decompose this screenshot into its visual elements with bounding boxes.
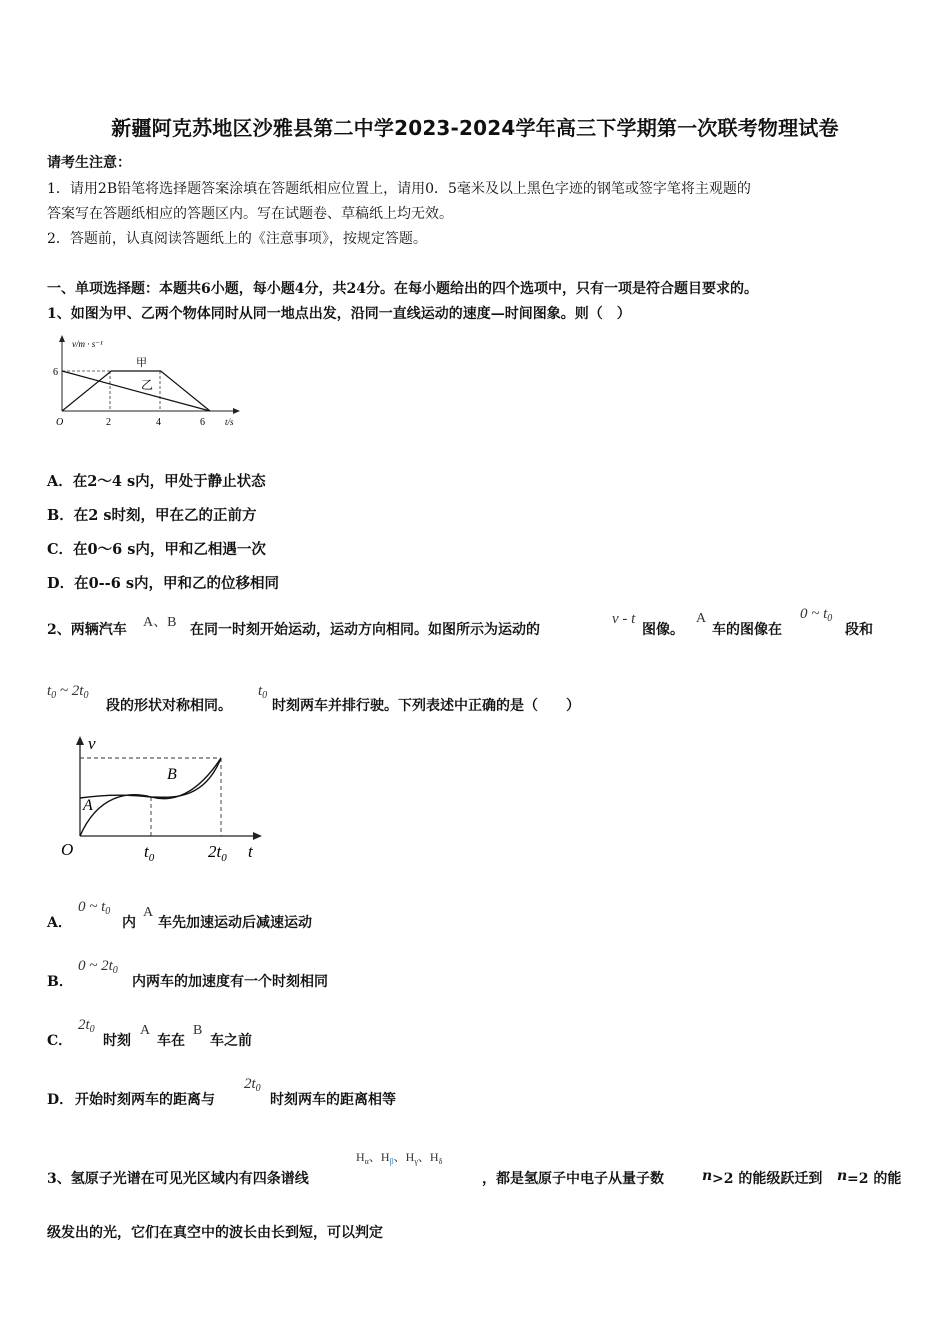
notice-heading: 请考生注意： [47,155,131,171]
q2-tick-t0: $t_0$ [144,842,155,864]
q2-option-a-math: 0 ~ $t_0$ [78,899,111,917]
q1-xtick-6: 6 [200,417,205,428]
q2-math-range2: $t_0$ ~ $2t_0$ [47,683,89,701]
q2-stem-part2: 在同一时刻开始运动，运动方向相同。如图所示为运动的 [190,622,540,638]
q1-xlabel: t/s [225,417,234,427]
q2-option-a-label: A． [47,915,72,931]
q1-xtick-2: 2 [106,417,111,428]
q2-math-ab: A、B [143,615,177,630]
q3-spectral-lines: $H_\alpha$、$H_\beta$、$H_\gamma$、$H_\delta$ [356,1150,443,1166]
q1-xtick-4: 4 [156,417,161,428]
q2-math-a: A [696,611,707,626]
section-heading: 一、单项选择题：本题共6小题，每小题4分，共24分。在每小题给出的四个选项中，只有一项是符合题目要求的。 [47,281,758,297]
q1-option-b: B．在2 s时刻，甲在乙的正前方 [47,507,257,524]
q2-origin: O [61,840,74,859]
q1-series-yi [62,371,210,411]
q2-label-b: B [167,766,177,783]
q2-stem-part6: 段的形状对称相同。 [106,698,232,714]
q2-stem-part5: 段和 [845,622,873,638]
q3-stem-part3: >2 的能级跃迁到 [712,1171,823,1187]
q2-tick-2t0: $2t_0$ [208,842,227,864]
notice-line-1b: 答案写在答题纸相应的答题区内。写在试题卷、草稿纸上均无效。 [47,206,453,222]
notice-line-2: 2．答题前，认真阅读答题纸上的《注意事项》，按规定答题。 [47,231,427,247]
q1-x-arrow [233,408,240,414]
q2-x-arrow [253,832,262,840]
q2-option-c-mid: 时刻 [103,1033,131,1049]
q2-option-c-text: 车之前 [210,1033,252,1049]
q2-curve-a [80,758,221,798]
q1-stem: 1、如图为甲、乙两个物体同时从同一地点出发，沿同一直线运动的速度—时间图象。则（ ） [47,306,631,322]
q3-stem-part2: ，都是氢原子中电子从量子数 [482,1171,664,1187]
q2-stem-part3: 图像。 [642,622,684,638]
q2-vt-graph [58,733,268,868]
q2-option-a-car: A [143,905,154,920]
q1-option-c: C．在0～6 s内，甲和乙相遇一次 [47,541,266,558]
q2-y-arrow [76,736,84,745]
q2-option-c-car2: B [193,1023,203,1038]
q1-option-d: D．在0--6 s内，甲和乙的位移相同 [47,575,279,592]
q2-option-d-pre: 开始时刻两车的距离与 [75,1092,215,1108]
q2-math-range1: 0 ~ $t_0$ [800,606,833,624]
q2-option-b-text: 内两车的加速度有一个时刻相同 [132,974,328,990]
q1-ytick-6: 6 [53,367,58,378]
q2-stem-part4: 车的图像在 [712,622,782,638]
q2-math-vt: v - t [612,611,636,627]
q1-y-arrow [59,335,65,342]
q3-stem-part4: =2 的能 [847,1171,902,1187]
page-title: 新疆阿克苏地区沙雅县第二中学2023-2024学年高三下学期第一次联考物理试卷 [111,116,839,140]
q2-label-a: A [83,797,93,814]
q3-n-1: n [702,1168,713,1184]
q1-label-yi: 乙 [141,378,154,392]
q2-option-b-math: 0 ~ $2t_0$ [78,958,118,976]
q1-vt-graph [48,333,248,433]
q1-option-a: A．在2～4 s内，甲处于静止状态 [47,473,266,490]
q2-xlabel: t [248,842,253,861]
q2-stem-part1: 2、两辆汽车 [47,622,127,638]
q3-n-2: n [837,1168,848,1184]
q1-label-jia: 甲 [136,357,147,369]
q1-origin: O [56,417,64,428]
q2-option-c-mid2: 车在 [157,1033,185,1049]
q1-ylabel: v/m · s⁻¹ [72,339,103,349]
q2-option-a-mid: 内 [122,915,136,931]
q2-ylabel: v [88,734,96,753]
q2-option-d-text: 时刻两车的距离相等 [270,1092,396,1108]
q2-option-c-car1: A [140,1023,151,1038]
q2-option-b-label: B． [47,974,73,990]
q2-math-t0: $t_0$ [258,683,268,701]
q2-option-d-label: D． [47,1092,74,1108]
notice-line-1a: 1．请用2B铅笔将选择题答案涂填在答题纸相应位置上，请用0．5毫米及以上黑色字迹的钢笔或签字笔将主观题的 [47,181,751,197]
q2-option-a-text: 车先加速运动后减速运动 [158,915,312,931]
q2-option-d-math: $2t_0$ [244,1076,261,1094]
q2-option-c-label: C． [47,1033,73,1049]
q3-stem-line2: 级发出的光，它们在真空中的波长由长到短，可以判定 [47,1225,383,1241]
q2-stem-part7: 时刻两车并排行驶。下列表述中正确的是（ ） [272,698,580,714]
q3-stem-part1: 3、氢原子光谱在可见光区域内有四条谱线 [47,1171,309,1187]
q2-option-c-math: $2t_0$ [78,1017,95,1035]
